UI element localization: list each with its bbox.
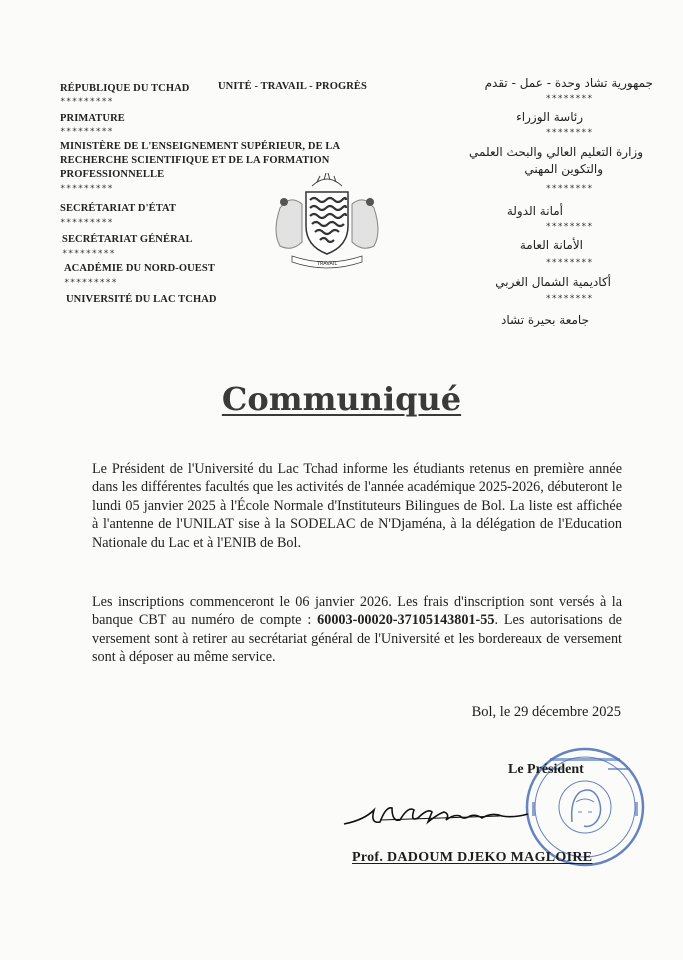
account-number: 60003-00020-37105143801-55 [317,612,495,629]
header-universite: UNIVERSITÉ DU LAC TCHAD [66,294,217,305]
handwritten-signature [340,798,550,838]
date-line: Bol, le 29 décembre 2025 [471,704,621,720]
separator: ******** [545,94,593,104]
header-ar-primature: رئاسة الوزراء [516,110,583,124]
separator: ********* [60,184,114,194]
header-motto: UNITÉ - TRAVAIL - PROGRÈS [218,81,367,92]
header-ar-secretariat-general: الأمانة العامة [519,238,583,252]
header-ar-academie: أكاديمية الشمال الغربي [495,275,611,289]
paragraph-2 [92,593,622,667]
separator: ********* [60,127,114,137]
separator: ******** [545,184,593,194]
header-ar-secretariat-etat: أمانة الدولة [506,204,563,218]
separator: ********* [60,97,114,107]
header-republic: RÉPUBLIQUE DU TCHAD [60,83,190,94]
header-academie: ACADÉMIE DU NORD-OUEST [64,263,215,274]
paragraph-2-part1: Les inscriptions commenceront le 06 janvier 2026. Les frais d'inscription sont versés à la banque CBT au numéro de compte : [92,594,622,629]
separator: ********* [62,249,116,259]
separator: ******** [545,294,593,304]
header-ministry-line1: MINISTÈRE DE L'ENSEIGNEMENT SUPÉRIEUR, DE LA [60,141,341,152]
separator: ********* [64,278,118,288]
paragraph-2-part2: . Les autorisations de versement sont à retirer au secrétariat général de l'Université et les bordereaux de versement sont à déposer au même service. [92,612,622,666]
separator: ********* [60,218,114,228]
document-title: Communiqué [221,380,462,418]
coat-of-arms-emblem [262,168,392,273]
separator: ******** [545,258,593,268]
header-secretariat-general: SECRÉTARIAT GÉNÉRAL [62,234,193,245]
header-ar-universite: جامعة بحيرة تشاد [500,313,589,327]
header-primature: PRIMATURE [60,113,125,124]
header-ministry-line2: RECHERCHE SCIENTIFIQUE ET DE LA FORMATION [60,155,330,166]
signatory-title: Le Président [508,762,584,777]
paragraph-1: Le Président de l'Université du Lac Tchad informe les étudiants retenus en première année dans les différentes facultés que les activités de l'année académique 2025-2026, débuteront le lundi 05 janvier 2025 à l'École Normale d'Instituteurs Bilingues de Bol. La liste est affichée à l'antenne de l'UNILAT sise à la SODELAC de N'Djaména, à la délégation de l'Education Nationale du Lac et à l'ENIB de Bol. [92,461,622,551]
separator: ******** [545,128,593,138]
header-ministry-line3: PROFESSIONNELLE [60,169,165,180]
header-ar-ministry-line1: وزارة التعليم العالي والبحث العلمي [469,145,643,159]
header-ar-ministry-line2: والتكوين المهني [524,162,603,176]
separator: ******** [545,222,593,232]
header-ar-republic: جمهورية تشاد وحدة - عمل - تقدم [484,76,653,90]
header-secretariat-etat: SECRÉTARIAT D'ÉTAT [60,203,177,214]
emblem-motto: TRAVAIL [316,261,338,267]
signatory-name: Prof. DADOUM DJEKO MAGLOIRE [352,850,593,865]
